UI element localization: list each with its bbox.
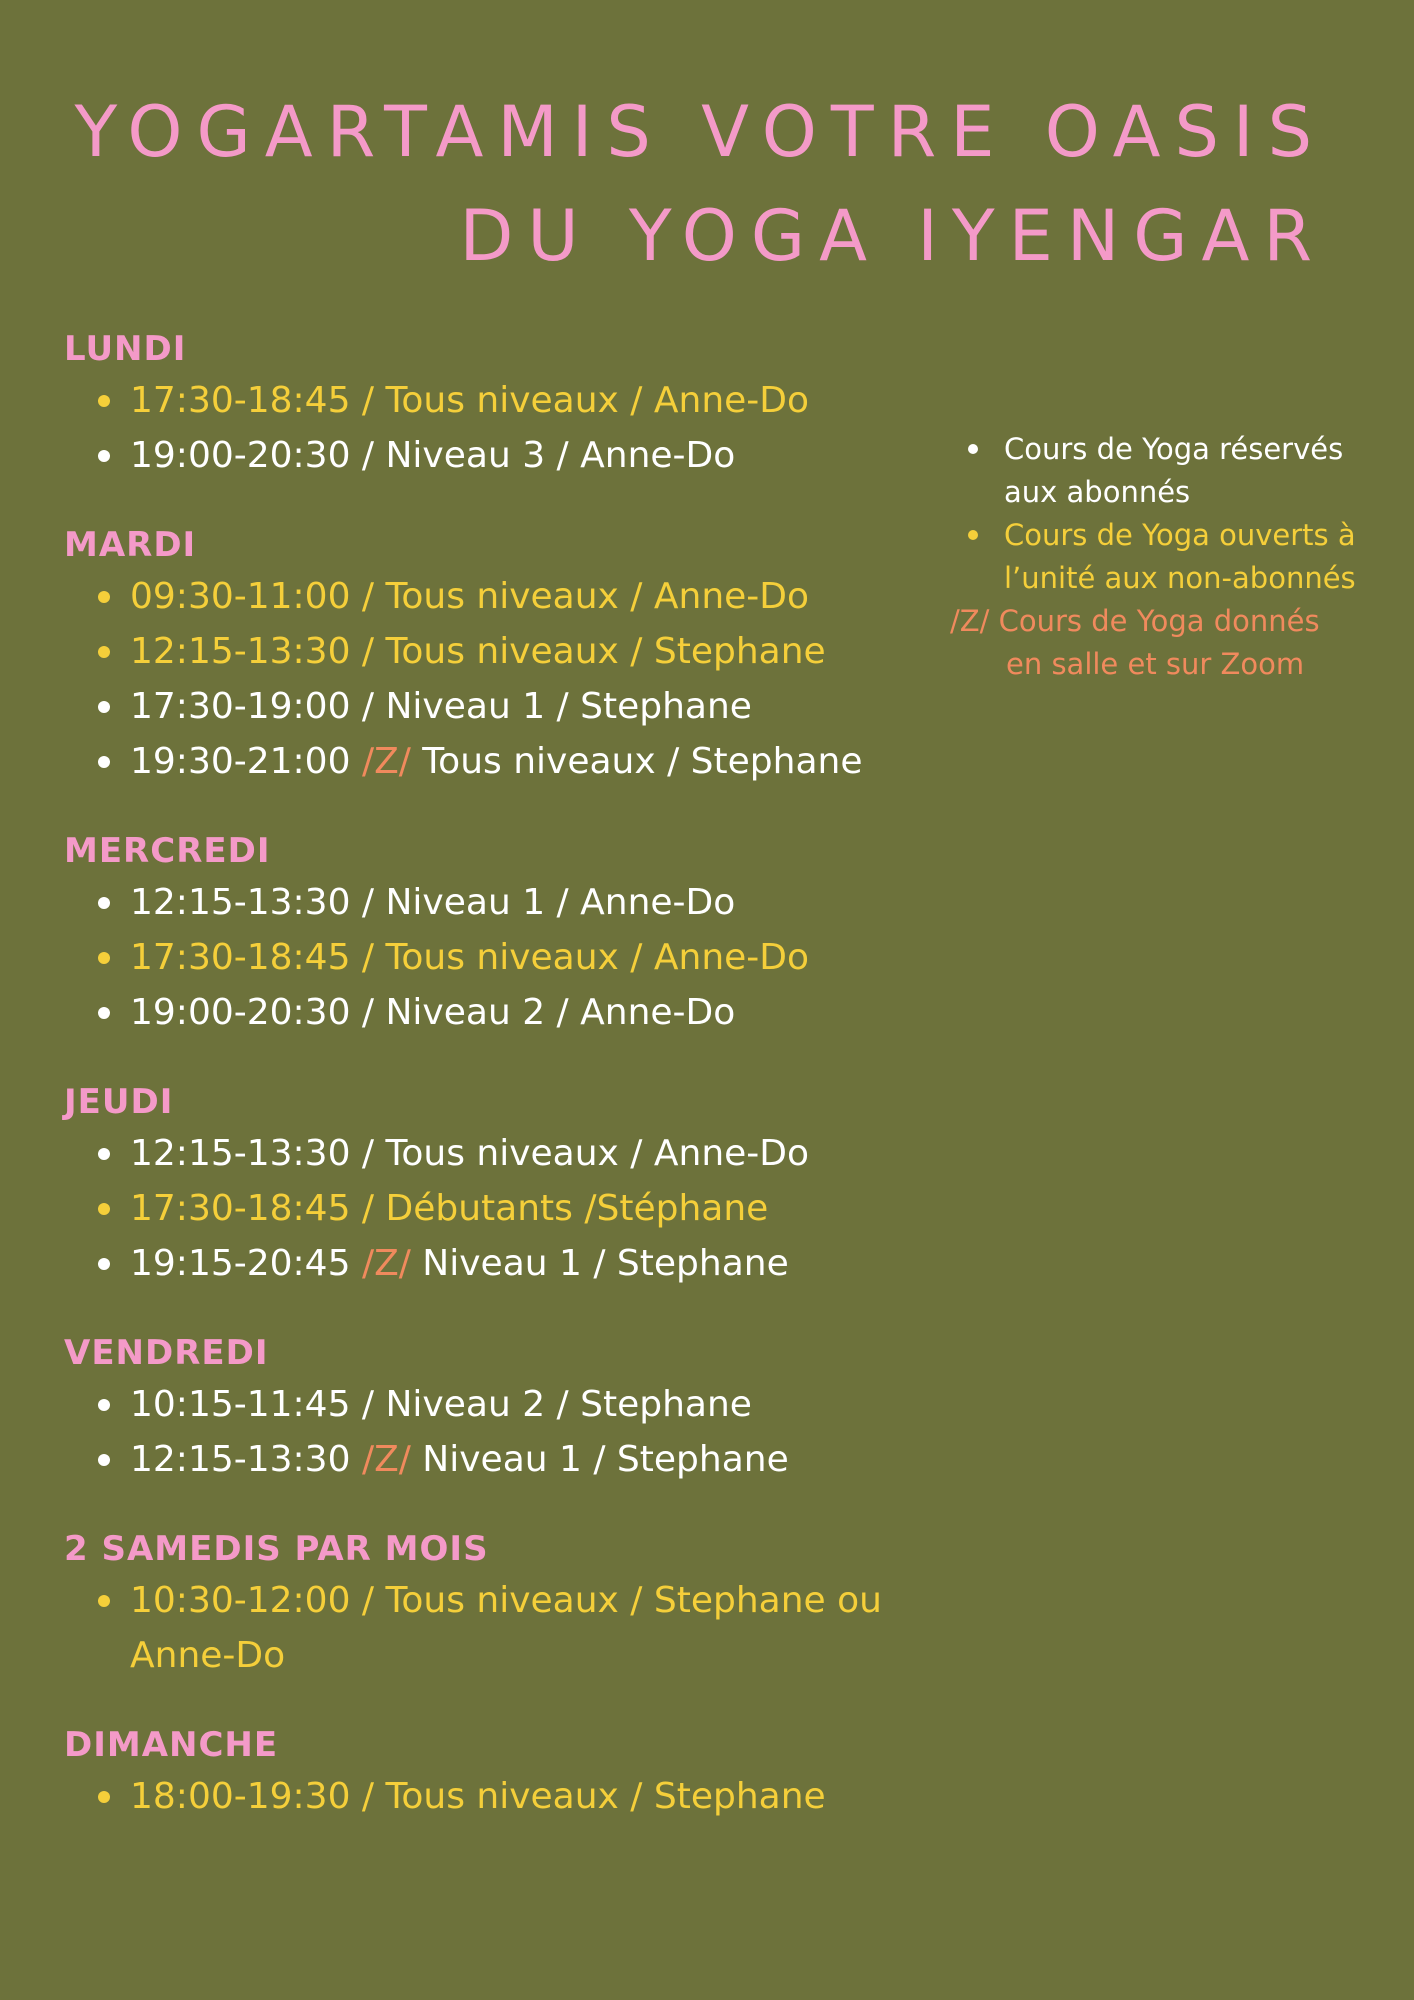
bullet-icon [98,1454,110,1466]
class-slot [64,1769,924,1824]
slot-text: 12:15-13:30 / Niveau 1 / Anne-Do [130,882,736,923]
slot-time: 19:15-20:45 [130,1243,362,1284]
class-slot [64,624,924,679]
class-slot [64,734,924,789]
legend-subscriber [950,428,1390,514]
slot-text: 17:30-19:00 / Niveau 1 / Stephane [130,686,752,727]
day-slots-lundi [64,373,924,483]
class-slot [64,1573,924,1683]
bullet-icon [98,897,110,909]
bullet-icon [98,952,110,964]
day-heading-lundi: LUNDI [64,329,187,369]
day-heading-jeudi: JEUDI [64,1082,174,1122]
day-slots-mercredi [64,875,924,1040]
day-slots-dimanche [64,1769,924,1824]
class-slot [64,1377,924,1432]
class-slot [64,569,924,624]
class-slot [64,428,924,483]
legend-subscriber-line-1: Cours de Yoga réservés [1004,432,1344,466]
bullet-icon [98,1791,110,1803]
bullet-icon [98,1258,110,1270]
weekly-schedule [64,325,924,1862]
class-slot [64,1236,924,1291]
bullet-icon [98,1399,110,1411]
day-heading-dimanche: DIMANCHE [64,1725,279,1765]
bullet-icon [98,591,110,603]
slot-text: 19:00-20:30 / Niveau 2 / Anne-Do [130,992,736,1033]
day-slots-jeudi [64,1126,924,1291]
slot-text: 17:30-18:45 / Tous niveaux / Anne-Do [130,380,810,421]
class-slot [64,679,924,734]
slot-text: 17:30-18:45 / Débutants /Stéphane [130,1188,769,1229]
day-heading-mardi: MARDI [64,525,197,565]
legend-zoom-line-2: en salle et sur Zoom [1006,647,1305,681]
class-slot [64,930,924,985]
legend-open [950,514,1390,600]
bullet-icon [98,395,110,407]
zoom-marker: /Z/ [361,1243,411,1284]
slot-text: 09:30-11:00 / Tous niveaux / Anne-Do [130,576,810,617]
day-slots-vendredi [64,1377,924,1487]
legend-open-line-2: l’unité aux non-abonnés [1004,561,1356,595]
slot-text: 18:00-19:30 / Tous niveaux / Stephane [130,1776,826,1817]
legend-zoom [950,600,1390,686]
class-slot [64,985,924,1040]
slot-text: 12:15-13:30 / Tous niveaux / Stephane [130,631,826,672]
day-slots-mardi [64,569,924,789]
slot-text: 10:30-12:00 / Tous niveaux / Stephane ou Anne-Do [130,1580,882,1676]
legend-zoom-line-1: /Z/ Cours de Yoga donnés [950,604,1320,638]
bullet-icon [98,1595,110,1607]
title-line-2: DU YOGA IYENGAR [459,195,1326,277]
slot-details: Niveau 1 / Stephane [410,1243,789,1284]
day-slots-samedis [64,1573,924,1683]
bullet-icon [98,1007,110,1019]
bullet-icon [968,530,978,540]
bullet-icon [98,450,110,462]
day-heading-mercredi: MERCREDI [64,831,271,871]
slot-text: 12:15-13:30 / Tous niveaux / Anne-Do [130,1133,810,1174]
legend [950,428,1390,686]
bullet-icon [98,1148,110,1160]
slot-time: 19:30-21:00 [130,741,362,782]
class-slot [64,373,924,428]
slot-time: 12:15-13:30 [130,1439,362,1480]
slot-text: 19:00-20:30 / Niveau 3 / Anne-Do [130,435,736,476]
bullet-icon [98,756,110,768]
day-heading-vendredi: VENDREDI [64,1333,269,1373]
bullet-icon [98,701,110,713]
class-slot [64,875,924,930]
bullet-icon [98,1203,110,1215]
class-slot [64,1126,924,1181]
legend-subscriber-line-2: aux abonnés [1004,475,1191,509]
day-heading-samedis: 2 SAMEDIS PAR MOIS [64,1529,489,1569]
zoom-marker: /Z/ [361,1439,411,1480]
slot-details: Niveau 1 / Stephane [410,1439,789,1480]
bullet-icon [968,444,978,454]
slot-text: 10:15-11:45 / Niveau 2 / Stephane [130,1384,752,1425]
bullet-icon [98,646,110,658]
class-slot [64,1432,924,1487]
class-slot [64,1181,924,1236]
legend-open-line-1: Cours de Yoga ouverts à [1004,518,1356,552]
title-line-1: YOGARTAMIS VOTRE OASIS [74,91,1326,173]
zoom-marker: /Z/ [361,741,411,782]
slot-text: 17:30-18:45 / Tous niveaux / Anne-Do [130,937,810,978]
slot-details: Tous niveaux / Stephane [410,741,863,782]
page-title [74,80,1326,288]
